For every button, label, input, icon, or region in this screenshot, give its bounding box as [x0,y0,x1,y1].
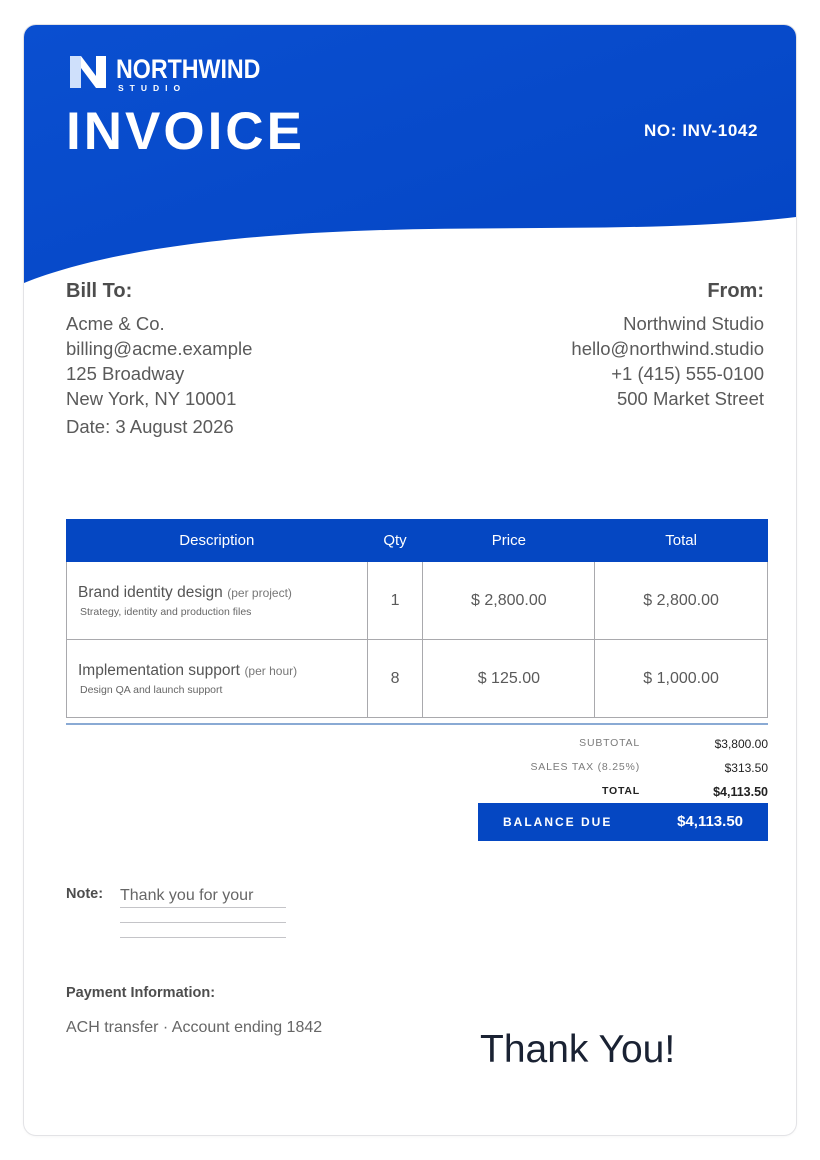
item-unit: (per hour) [244,663,298,678]
from-line: +1 (415) 555-0100 [611,363,764,384]
closing-message: Thank You! [480,1028,676,1071]
line-items-table [66,519,768,718]
subtotal-row [478,737,768,757]
bill-to-line: 125 Broadway [66,363,185,384]
document-title: INVOICE [66,102,305,161]
table-divider [66,723,768,725]
item-note: Design QA and launch support [80,683,223,696]
item-unit: (per project) [227,585,292,600]
total-row [478,785,768,805]
item-price: $ 125.00 [423,640,595,718]
payment-info-text: ACH transfer · Account ending 1842 [66,1019,323,1036]
item-total: $ 2,800.00 [595,562,768,640]
tax-value: $313.50 [724,761,768,775]
item-price: $ 2,800.00 [423,562,595,640]
bill-to-details [66,311,252,411]
from-line: Northwind Studio [623,313,764,334]
invoice-number: NO: INV-1042 [644,121,758,140]
column-header-price: Price [423,520,595,562]
table-header-row [67,520,768,562]
note-line [120,907,286,908]
total-label: TOTAL [601,785,640,797]
bill-to-line: billing@acme.example [66,338,253,359]
balance-due-bar [478,803,768,841]
payment-info-label: Payment Information: [66,985,216,1001]
invoice-page [24,25,796,1135]
item-description [67,562,368,640]
brand-name: NORTHWIND [116,54,261,84]
from-line: hello@northwind.studio [571,338,764,359]
bill-to-line: Acme & Co. [66,313,165,334]
item-name: Implementation support [78,661,240,679]
logo-mark-icon [68,54,108,90]
brand-subtitle: STUDIO [118,83,187,93]
table-row [67,562,768,640]
total-value: $4,113.50 [713,785,768,799]
bill-to-label: Bill To: [66,280,133,302]
tax-label: SALES TAX (8.25%) [530,761,640,773]
column-header-qty: Qty [367,520,423,562]
column-header-description: Description [67,520,368,562]
item-qty: 1 [367,562,423,640]
note-line [120,922,286,923]
from-line: 500 Market Street [616,388,764,409]
from-details [571,311,764,411]
bill-to-line: New York, NY 10001 [66,388,237,409]
table-row [67,640,768,718]
note-text: Thank you for your [120,887,254,904]
item-qty: 8 [367,640,423,718]
note-label: Note: [66,886,104,902]
column-header-total: Total [595,520,768,562]
item-name: Brand identity design [78,583,223,601]
item-description [67,640,368,718]
balance-due-value: $4,113.50 [677,813,743,830]
item-total: $ 1,000.00 [595,640,768,718]
tax-row [478,761,768,781]
from-label: From: [707,280,764,302]
balance-due-label: BALANCE DUE [503,815,613,829]
invoice-date: Date: 3 August 2026 [66,416,234,437]
item-note: Strategy, identity and production files [80,605,252,618]
subtotal-label: SUBTOTAL [579,737,640,749]
subtotal-value: $3,800.00 [714,737,768,751]
note-line [120,937,286,938]
invoice-header [24,25,796,287]
